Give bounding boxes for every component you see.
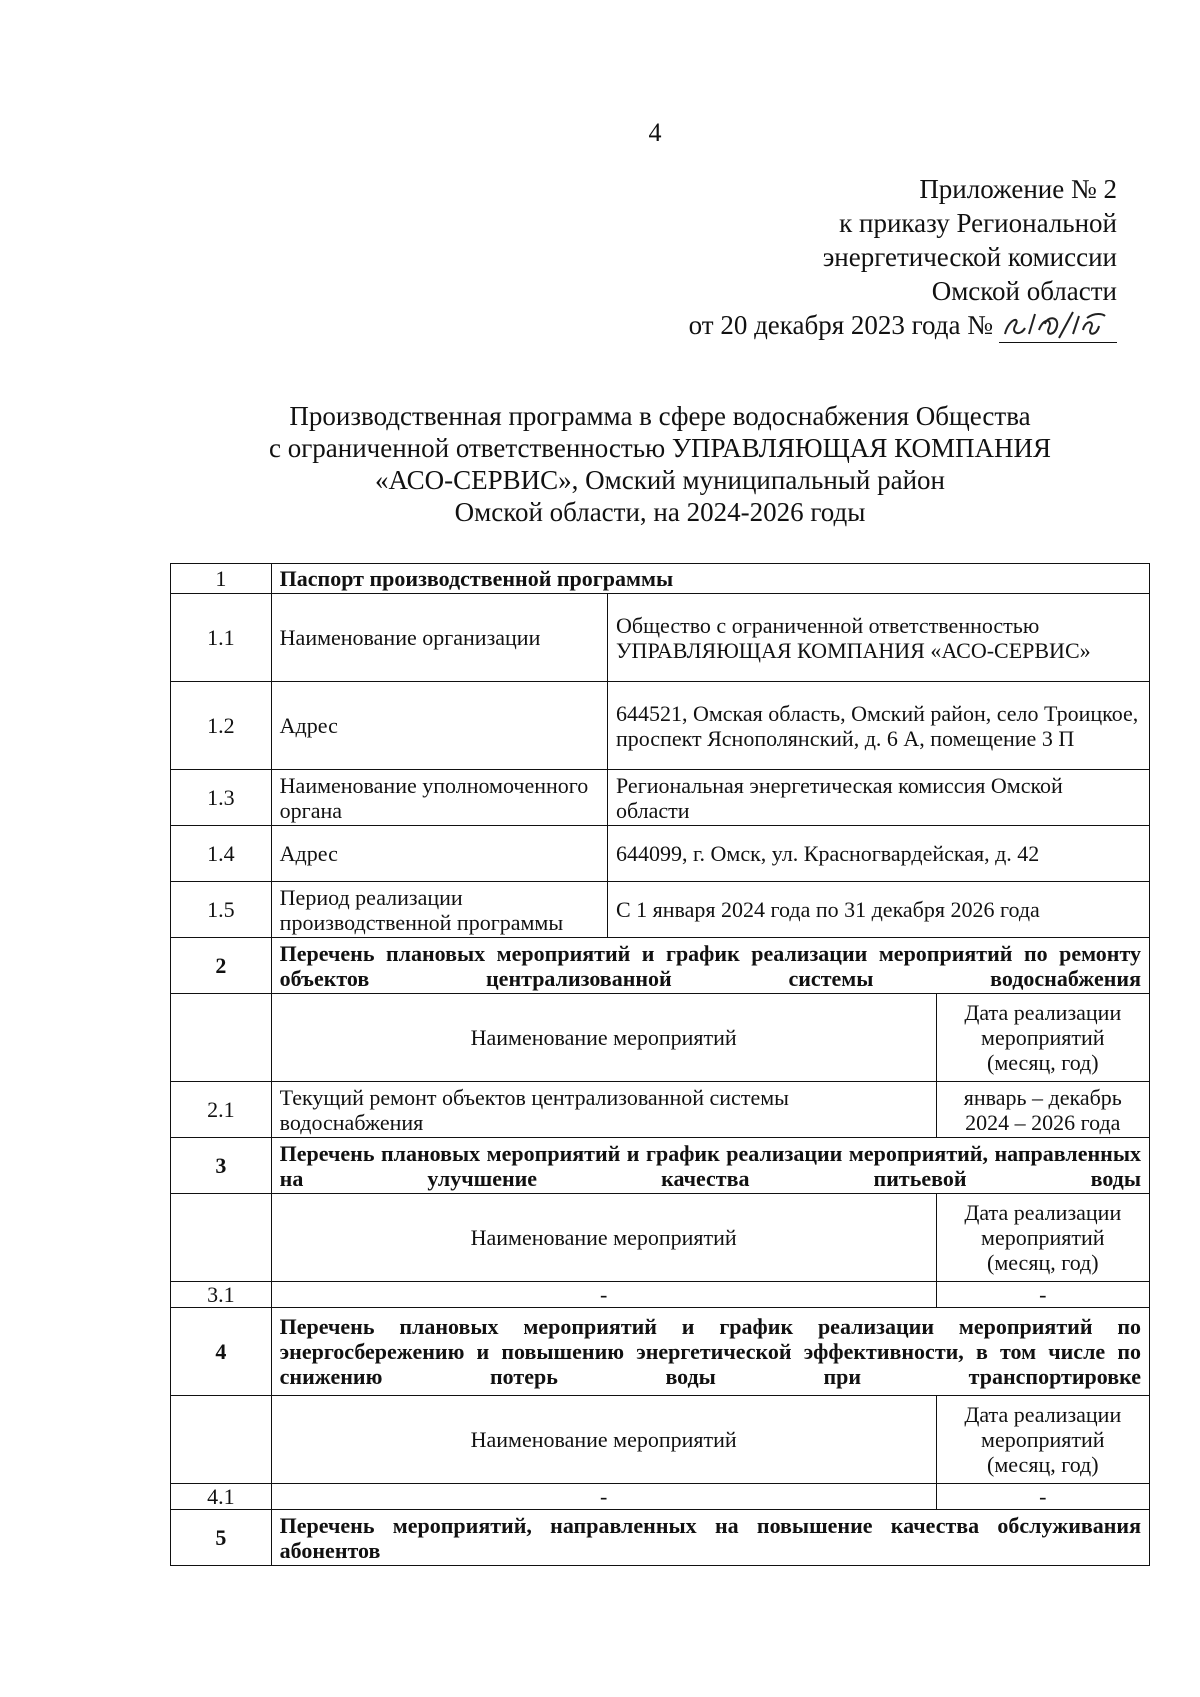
row-number: 2.1 [171,1082,272,1138]
column-header-row [171,1396,1150,1484]
table-row [171,826,1150,882]
row-label: Наименование уполномоченного органа [271,770,607,826]
table-row [171,682,1150,770]
section-number: 4 [171,1308,272,1396]
row-value: С 1 января 2024 года по 31 декабря 2026 года [607,882,1149,938]
section-heading: Паспорт производственной программы [271,564,1149,594]
row-number: 1.4 [171,826,272,882]
page-number: 4 [648,118,662,147]
section-heading: Перечень плановых мероприятий и график реализации мероприятий по ремонту объектов централизованной системы водоснабжения [271,938,1149,994]
appendix-block [689,172,1117,343]
appendix-title: Приложение № 2 [919,174,1117,204]
empty-cell [171,994,272,1082]
section-number: 1 [171,564,272,594]
activity-name: - [271,1484,936,1510]
column-header-name: Наименование мероприятий [271,1396,936,1484]
section-number: 3 [171,1138,272,1194]
empty-cell [171,1194,272,1282]
column-header-row [171,1194,1150,1282]
appendix-date-text: от 20 декабря 2023 года № [688,310,993,340]
section-heading: Перечень плановых мероприятий и график реализации мероприятий по энергосбережению и повышению энергетической эффективности, в том числе по снижению потерь воды при транспортировке [271,1308,1149,1396]
activity-date: - [936,1282,1149,1308]
section-number: 5 [171,1510,272,1566]
section-3-header-row [171,1138,1150,1194]
handwritten-number-signature [999,308,1109,342]
row-value: 644521, Омская область, Омский район, село Троицкое, проспект Яснополянский, д. 6 А, помещение 3 П [607,682,1149,770]
appendix-region-line: Омской области [931,276,1117,306]
row-number: 1.1 [171,594,272,682]
row-label: Наименование организации [271,594,607,682]
section-1-header-row [171,564,1150,594]
row-number: 1.2 [171,682,272,770]
column-header-date: Дата реализации мероприятий (месяц, год) [936,1396,1149,1484]
document-title [0,400,1200,528]
production-program-table [170,563,1150,1566]
row-number: 1.3 [171,770,272,826]
appendix-date-line [689,308,1117,343]
row-value: Региональная энергетическая комиссия Омской области [607,770,1149,826]
section-heading: Перечень плановых мероприятий и график реализации мероприятий, направленных на улучшение качества питьевой воды [271,1138,1149,1194]
row-value: Общество с ограниченной ответственностью УПРАВЛЯЮЩАЯ КОМПАНИЯ «АСО-СЕРВИС» [607,594,1149,682]
title-line-4: Омской области, на 2024-2026 годы [454,497,866,527]
section-5-header-row [171,1510,1150,1566]
row-label: Период реализации производственной программы [271,882,607,938]
section-heading: Перечень мероприятий, направленных на повышение качества обслуживания абонентов [271,1510,1149,1566]
table-row [171,1484,1150,1510]
appendix-order-line: к приказу Региональной [839,208,1117,238]
section-2-header-row [171,938,1150,994]
row-label: Адрес [271,826,607,882]
appendix-commission-line: энергетической комиссии [822,242,1117,272]
activity-date: - [936,1484,1149,1510]
column-header-date: Дата реализации мероприятий (месяц, год) [936,1194,1149,1282]
title-line-2: с ограниченной ответственностью УПРАВЛЯЮЩАЯ КОМПАНИЯ [268,433,1051,463]
activity-name: Текущий ремонт объектов централизованной системы водоснабжения [271,1082,936,1138]
table-row [171,882,1150,938]
table-row [171,1082,1150,1138]
section-number: 2 [171,938,272,994]
row-number: 1.5 [171,882,272,938]
row-value: 644099, г. Омск, ул. Красногвардейская, д. 42 [607,826,1149,882]
table-row [171,770,1150,826]
column-header-date: Дата реализации мероприятий (месяц, год) [936,994,1149,1082]
empty-cell [171,1396,272,1484]
title-line-1: Производственная программа в сфере водоснабжения Общества [289,401,1031,431]
row-label: Адрес [271,682,607,770]
table-row [171,1282,1150,1308]
column-header-name: Наименование мероприятий [271,994,936,1082]
order-number-handwritten [999,308,1117,343]
column-header-row [171,994,1150,1082]
activity-date: январь – декабрь 2024 – 2026 года [936,1082,1149,1138]
table-row [171,594,1150,682]
section-4-header-row [171,1308,1150,1396]
activity-name: - [271,1282,936,1308]
title-line-3: «АСО-СЕРВИС», Омский муниципальный район [374,465,946,495]
row-number: 4.1 [171,1484,272,1510]
column-header-name: Наименование мероприятий [271,1194,936,1282]
row-number: 3.1 [171,1282,272,1308]
